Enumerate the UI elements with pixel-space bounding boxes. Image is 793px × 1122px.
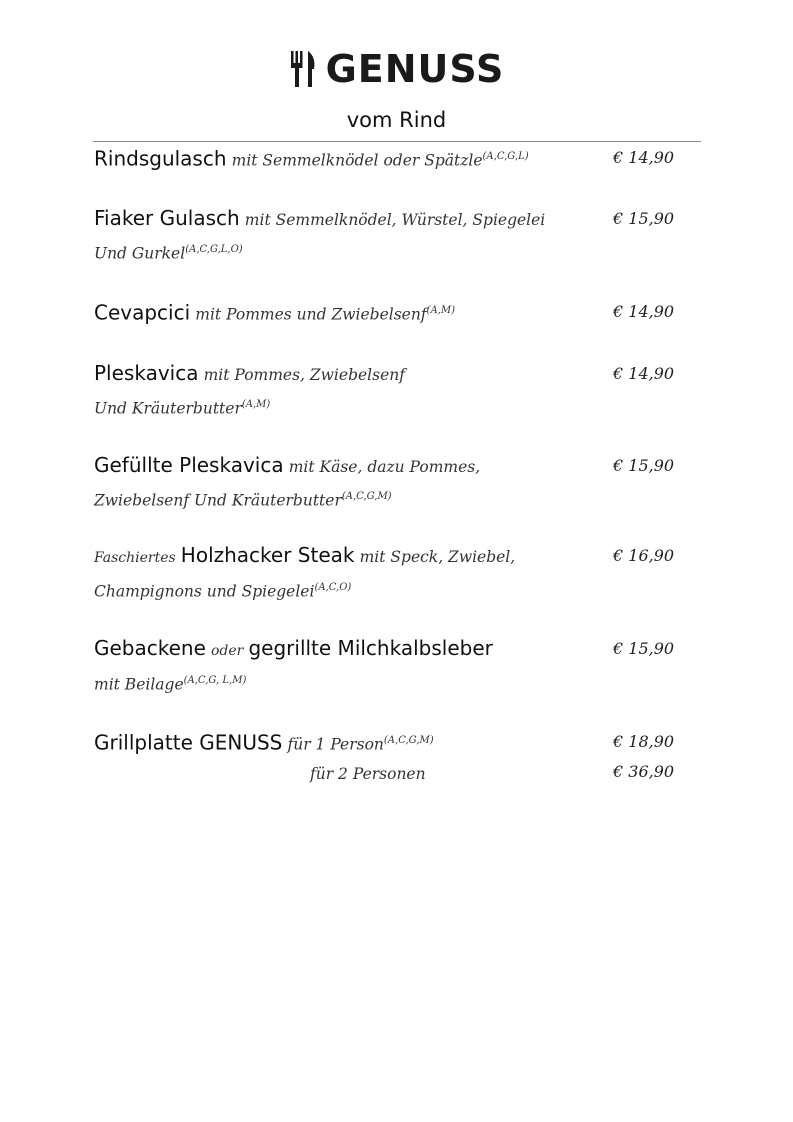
item-price: € 18,90 (613, 732, 675, 751)
restaurant-logo (240, 44, 552, 94)
item-name: Fiaker Gulasch (94, 206, 240, 230)
item-allergens: (A,C,G,L) (482, 151, 529, 162)
item-name: Holzhacker Steak (180, 543, 355, 567)
item-allergens: (A,C,G, L,M) (183, 675, 247, 686)
item-description: mit Käse, dazu Pommes, (288, 458, 481, 476)
item-description-line2: Und Gurkel (94, 244, 186, 263)
item-description-line2: Zwiebelsenf Und Kräuterbutter (94, 491, 342, 510)
item-allergens: (A,C,G,M) (383, 735, 434, 746)
item-description: mit Pommes, Zwiebelsenf (203, 366, 405, 384)
item-price: € 14,90 (613, 364, 675, 383)
item-description-line2: Und Kräuterbutter (94, 399, 242, 418)
item-description-line2: für 2 Personen (310, 765, 426, 784)
item-name: Cevapcici (94, 300, 191, 325)
item-name: Rindsgulasch (94, 146, 227, 171)
item-connector: oder (211, 643, 244, 659)
item-name-alt: gegrillte Milchkalbsleber (248, 636, 493, 660)
item-description: mit Speck, Zwiebel, (359, 548, 516, 566)
item-price: € 15,90 (613, 456, 675, 475)
item-allergens: (A,C,G,M) (341, 491, 392, 502)
item-description: für 1 Person (287, 735, 384, 754)
menu-item (94, 633, 614, 699)
item-description: mit Semmelknödel oder Spätzle (231, 151, 483, 170)
item-description-line2: Champignons und Spiegelei (94, 582, 315, 601)
item-allergens: (A,M) (426, 305, 455, 316)
item-description: mit Pommes und Zwiebelsenf (195, 305, 427, 324)
item-name: Pleskavica (94, 361, 199, 385)
item-prefix: Faschiertes (94, 550, 176, 566)
item-price: € 15,90 (613, 209, 675, 228)
fork-knife-icon (288, 49, 318, 89)
menu-item (94, 726, 614, 789)
section-title: vom Rind (346, 108, 447, 132)
item-price: € 14,90 (613, 302, 675, 321)
item-name: Gefüllte Pleskavica (94, 453, 284, 477)
item-allergens: (A,C,G,L,O) (185, 244, 243, 255)
menu-item (94, 358, 614, 423)
item-description: mit Semmelknödel, Würstel, Spiegelei (244, 211, 546, 229)
logo-text: GENUSS (325, 47, 505, 91)
item-price-2: € 36,90 (613, 762, 675, 781)
menu-item (94, 203, 614, 268)
item-name: Grillplatte GENUSS (94, 730, 283, 755)
menu-item (94, 540, 614, 606)
item-allergens: (A,M) (241, 399, 271, 410)
item-description-line2: mit Beilage (94, 675, 184, 694)
item-name: Gebackene (94, 636, 206, 660)
item-price: € 16,90 (613, 546, 675, 565)
menu-item (94, 296, 614, 329)
item-allergens: (A,C,O) (314, 582, 352, 593)
menu-item (94, 450, 614, 515)
item-price: € 14,90 (613, 148, 675, 167)
menu-item (94, 142, 614, 175)
item-price: € 15,90 (613, 639, 675, 658)
